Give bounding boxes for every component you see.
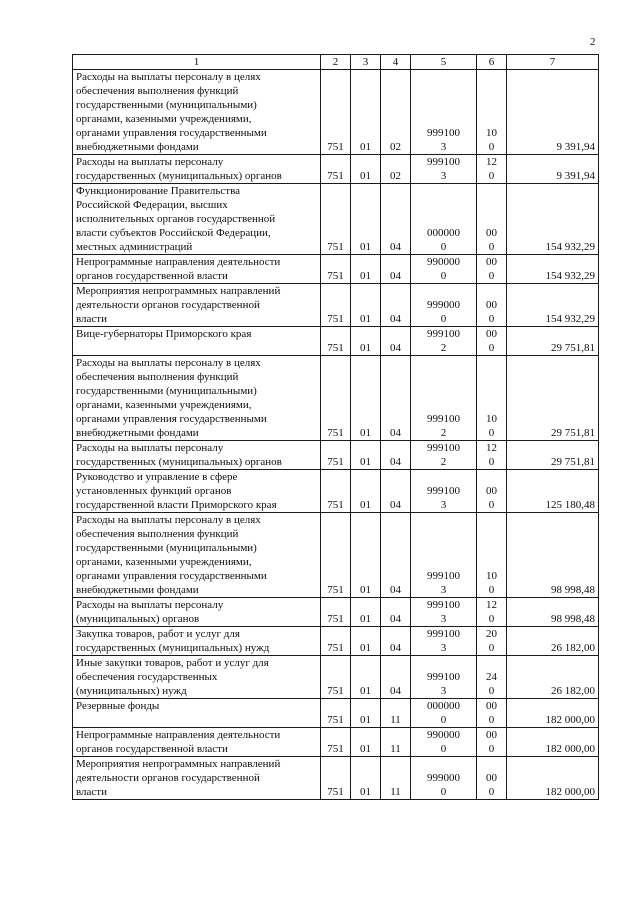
code-cell-c3: 01 bbox=[351, 356, 381, 441]
code-line: 00 bbox=[486, 772, 497, 784]
amount-cell: 98 998,48 bbox=[507, 598, 599, 627]
code-cell-c6 bbox=[477, 284, 507, 327]
code-cell-c4: 04 bbox=[381, 441, 411, 470]
table-row bbox=[73, 627, 599, 656]
code-cell-c2: 751 bbox=[321, 284, 351, 327]
code-line: 00 bbox=[486, 700, 497, 712]
code-line: 3 bbox=[440, 642, 447, 654]
code-cell-c2: 751 bbox=[321, 155, 351, 184]
code-cell-c3: 01 bbox=[351, 155, 381, 184]
code-cell-c4: 04 bbox=[381, 470, 411, 513]
code-line: 12 bbox=[486, 442, 497, 454]
row-name-line: Вице-губернаторы Приморского края bbox=[76, 328, 252, 340]
code-line: 3 bbox=[440, 584, 447, 596]
row-name-cell bbox=[73, 470, 321, 513]
code-line: 0 bbox=[488, 613, 495, 625]
code-cell-c5 bbox=[411, 327, 477, 356]
code-cell-c3: 01 bbox=[351, 627, 381, 656]
row-name-line: Расходы на выплаты персоналу bbox=[76, 599, 224, 611]
code-cell-c2: 751 bbox=[321, 184, 351, 255]
row-name-line: власти bbox=[76, 786, 107, 798]
code-cell-c5 bbox=[411, 284, 477, 327]
code-line: 990000 bbox=[427, 256, 460, 268]
code-line: 0 bbox=[440, 743, 447, 755]
row-name-line: органами управления государственными bbox=[76, 127, 267, 139]
code-line: 999100 bbox=[427, 127, 460, 139]
code-line: 0 bbox=[440, 241, 447, 253]
code-line: 0 bbox=[488, 685, 495, 697]
row-name-line: местных администраций bbox=[76, 241, 193, 253]
code-cell-c5 bbox=[411, 255, 477, 284]
header-cell: 2 bbox=[321, 55, 351, 70]
code-line: 0 bbox=[488, 241, 495, 253]
code-line: 0 bbox=[488, 456, 495, 468]
code-cell-c2: 751 bbox=[321, 598, 351, 627]
amount-cell: 182 000,00 bbox=[507, 699, 599, 728]
code-line: 2 bbox=[440, 456, 447, 468]
code-line: 10 bbox=[486, 127, 497, 139]
code-line: 0 bbox=[488, 499, 495, 511]
row-name-cell bbox=[73, 356, 321, 441]
code-line: 999000 bbox=[427, 772, 460, 784]
code-cell-c4: 11 bbox=[381, 728, 411, 757]
row-name-cell bbox=[73, 627, 321, 656]
header-cell: 1 bbox=[73, 55, 321, 70]
code-line: 000000 bbox=[427, 227, 460, 239]
code-line: 0 bbox=[488, 313, 495, 325]
row-name-line: Функционирование Правительства bbox=[76, 185, 241, 197]
row-name-line: (муниципальных) нужд bbox=[76, 685, 187, 697]
page-number: 2 bbox=[590, 36, 596, 48]
code-cell-c6 bbox=[477, 627, 507, 656]
amount-cell: 154 932,29 bbox=[507, 184, 599, 255]
row-name-line: государственных (муниципальных) органов bbox=[76, 456, 282, 468]
code-line: 10 bbox=[486, 413, 497, 425]
amount-cell: 29 751,81 bbox=[507, 356, 599, 441]
code-line: 999100 bbox=[427, 599, 460, 611]
code-cell-c4: 04 bbox=[381, 327, 411, 356]
code-line: 999100 bbox=[427, 485, 460, 497]
amount-cell: 29 751,81 bbox=[507, 327, 599, 356]
amount-cell: 154 932,29 bbox=[507, 255, 599, 284]
row-name-line: государственных (муниципальных) нужд bbox=[76, 642, 270, 654]
row-name-line: Расходы на выплаты персоналу в целях bbox=[76, 514, 261, 526]
amount-cell: 9 391,94 bbox=[507, 155, 599, 184]
code-cell-c5 bbox=[411, 155, 477, 184]
code-cell-c6 bbox=[477, 184, 507, 255]
row-name-line: обеспечения выполнения функций bbox=[76, 528, 239, 540]
code-line: 10 bbox=[486, 570, 497, 582]
code-cell-c3: 01 bbox=[351, 757, 381, 800]
code-cell-c4: 11 bbox=[381, 699, 411, 728]
code-line: 0 bbox=[440, 786, 447, 798]
row-name-line: государственными (муниципальными) bbox=[76, 99, 257, 111]
amount-cell: 182 000,00 bbox=[507, 757, 599, 800]
code-cell-c5 bbox=[411, 728, 477, 757]
code-cell-c4: 11 bbox=[381, 757, 411, 800]
row-name-cell bbox=[73, 728, 321, 757]
table-row bbox=[73, 155, 599, 184]
code-cell-c2: 751 bbox=[321, 327, 351, 356]
row-name-cell bbox=[73, 184, 321, 255]
code-cell-c5 bbox=[411, 757, 477, 800]
row-name-line: органами, казенными учреждениями, bbox=[76, 556, 252, 568]
code-cell-c6 bbox=[477, 327, 507, 356]
row-name-line: обеспечения выполнения функций bbox=[76, 85, 239, 97]
row-name-line: Расходы на выплаты персоналу bbox=[76, 156, 224, 168]
code-line: 2 bbox=[440, 427, 447, 439]
code-cell-c5 bbox=[411, 598, 477, 627]
header-cell: 5 bbox=[411, 55, 477, 70]
code-line: 20 bbox=[486, 628, 497, 640]
code-line: 999100 bbox=[427, 628, 460, 640]
code-cell-c5 bbox=[411, 184, 477, 255]
code-cell-c2: 751 bbox=[321, 255, 351, 284]
row-name-line bbox=[76, 713, 317, 727]
row-name-line: органами, казенными учреждениями, bbox=[76, 399, 252, 411]
code-cell-c5 bbox=[411, 699, 477, 728]
row-name-line: государственных (муниципальных) органов bbox=[76, 170, 282, 182]
code-line: 00 bbox=[486, 299, 497, 311]
code-line: 0 bbox=[488, 170, 495, 182]
code-line: 999000 bbox=[427, 299, 460, 311]
code-cell-c6 bbox=[477, 70, 507, 155]
row-name-line: Расходы на выплаты персоналу в целях bbox=[76, 71, 261, 83]
code-cell-c6 bbox=[477, 470, 507, 513]
row-name-line: государственными (муниципальными) bbox=[76, 385, 257, 397]
row-name-cell bbox=[73, 699, 321, 728]
code-line: 999100 bbox=[427, 570, 460, 582]
code-line: 3 bbox=[440, 170, 447, 182]
row-name-line: Расходы на выплаты персоналу bbox=[76, 442, 224, 454]
row-name-line: Иные закупки товаров, работ и услуг для bbox=[76, 657, 269, 669]
row-name-line: органами, казенными учреждениями, bbox=[76, 113, 252, 125]
code-line: 0 bbox=[488, 141, 495, 153]
code-cell-c6 bbox=[477, 656, 507, 699]
row-name-line: государственными (муниципальными) bbox=[76, 542, 257, 554]
amount-cell: 182 000,00 bbox=[507, 728, 599, 757]
code-cell-c5 bbox=[411, 513, 477, 598]
row-name-line: Российской Федерации, высших bbox=[76, 199, 228, 211]
code-cell-c2: 751 bbox=[321, 627, 351, 656]
row-name-cell bbox=[73, 757, 321, 800]
code-cell-c6 bbox=[477, 513, 507, 598]
code-line: 2 bbox=[440, 342, 447, 354]
code-line: 3 bbox=[440, 613, 447, 625]
code-line: 3 bbox=[440, 141, 447, 153]
table-row bbox=[73, 255, 599, 284]
row-name-line: исполнительных органов государственной bbox=[76, 213, 276, 225]
row-name-cell bbox=[73, 441, 321, 470]
code-cell-c3: 01 bbox=[351, 284, 381, 327]
row-name-line: обеспечения выполнения функций bbox=[76, 371, 239, 383]
code-cell-c6 bbox=[477, 155, 507, 184]
row-name-line: органами управления государственными bbox=[76, 570, 267, 582]
amount-cell: 125 180,48 bbox=[507, 470, 599, 513]
code-cell-c3: 01 bbox=[351, 70, 381, 155]
code-line: 0 bbox=[488, 342, 495, 354]
row-name-line: органов государственной власти bbox=[76, 270, 228, 282]
code-cell-c4: 04 bbox=[381, 356, 411, 441]
code-cell-c4: 04 bbox=[381, 184, 411, 255]
code-cell-c2: 751 bbox=[321, 513, 351, 598]
code-line: 12 bbox=[486, 599, 497, 611]
amount-cell: 98 998,48 bbox=[507, 513, 599, 598]
row-name-line: Мероприятия непрограммных направлений bbox=[76, 758, 281, 770]
code-cell-c3: 01 bbox=[351, 327, 381, 356]
code-cell-c3: 01 bbox=[351, 441, 381, 470]
row-name-cell bbox=[73, 255, 321, 284]
header-cell: 6 bbox=[477, 55, 507, 70]
table-row bbox=[73, 356, 599, 441]
code-line: 00 bbox=[486, 328, 497, 340]
code-cell-c4: 02 bbox=[381, 155, 411, 184]
amount-cell: 9 391,94 bbox=[507, 70, 599, 155]
table-row bbox=[73, 699, 599, 728]
code-cell-c4: 04 bbox=[381, 255, 411, 284]
code-line: 0 bbox=[488, 714, 495, 726]
table-row bbox=[73, 513, 599, 598]
code-cell-c4: 04 bbox=[381, 656, 411, 699]
code-cell-c4: 04 bbox=[381, 284, 411, 327]
row-name-cell bbox=[73, 656, 321, 699]
code-line: 999100 bbox=[427, 671, 460, 683]
code-line: 0 bbox=[488, 743, 495, 755]
code-cell-c4: 02 bbox=[381, 70, 411, 155]
header-cell: 4 bbox=[381, 55, 411, 70]
code-line: 00 bbox=[486, 485, 497, 497]
code-cell-c5 bbox=[411, 70, 477, 155]
code-line: 999100 bbox=[427, 413, 460, 425]
row-name-cell bbox=[73, 327, 321, 356]
code-line: 00 bbox=[486, 227, 497, 239]
code-cell-c3: 01 bbox=[351, 598, 381, 627]
code-cell-c3: 01 bbox=[351, 728, 381, 757]
code-cell-c4: 04 bbox=[381, 598, 411, 627]
code-cell-c2: 751 bbox=[321, 70, 351, 155]
row-name-line: Непрограммные направления деятельности bbox=[76, 256, 281, 268]
row-name-cell bbox=[73, 155, 321, 184]
table-row bbox=[73, 327, 599, 356]
header-cell: 7 bbox=[507, 55, 599, 70]
table-row bbox=[73, 284, 599, 327]
row-name-cell bbox=[73, 598, 321, 627]
code-line: 000000 bbox=[427, 700, 460, 712]
table-row bbox=[73, 184, 599, 255]
code-cell-c6 bbox=[477, 441, 507, 470]
row-name-line: внебюджетными фондами bbox=[76, 584, 199, 596]
code-cell-c5 bbox=[411, 627, 477, 656]
row-name-line: деятельности органов государственной bbox=[76, 299, 260, 311]
code-cell-c4: 04 bbox=[381, 513, 411, 598]
code-cell-c3: 01 bbox=[351, 513, 381, 598]
code-line: 0 bbox=[488, 270, 495, 282]
code-cell-c2: 751 bbox=[321, 728, 351, 757]
row-name-line: Резервные фонды bbox=[76, 700, 160, 712]
code-line: 3 bbox=[440, 685, 447, 697]
row-name-line: деятельности органов государственной bbox=[76, 772, 260, 784]
row-name-cell bbox=[73, 513, 321, 598]
row-name-cell bbox=[73, 284, 321, 327]
row-name-line: Закупка товаров, работ и услуг для bbox=[76, 628, 240, 640]
row-name-line: власти bbox=[76, 313, 107, 325]
amount-cell: 26 182,00 bbox=[507, 627, 599, 656]
budget-table bbox=[72, 54, 599, 800]
code-line: 0 bbox=[488, 584, 495, 596]
row-name-line: органов государственной власти bbox=[76, 743, 228, 755]
code-cell-c3: 01 bbox=[351, 255, 381, 284]
code-line: 0 bbox=[488, 642, 495, 654]
row-name-line: Руководство и управление в сфере bbox=[76, 471, 238, 483]
amount-cell: 29 751,81 bbox=[507, 441, 599, 470]
code-cell-c2: 751 bbox=[321, 656, 351, 699]
row-name-line: (муниципальных) органов bbox=[76, 613, 200, 625]
amount-cell: 154 932,29 bbox=[507, 284, 599, 327]
code-line: 24 bbox=[486, 671, 497, 683]
table-row bbox=[73, 728, 599, 757]
code-cell-c6 bbox=[477, 757, 507, 800]
amount-cell: 26 182,00 bbox=[507, 656, 599, 699]
row-name-line: Мероприятия непрограммных направлений bbox=[76, 285, 281, 297]
code-cell-c2: 751 bbox=[321, 757, 351, 800]
table-row bbox=[73, 757, 599, 800]
code-cell-c3: 01 bbox=[351, 699, 381, 728]
code-cell-c2: 751 bbox=[321, 699, 351, 728]
code-cell-c2: 751 bbox=[321, 470, 351, 513]
code-line: 0 bbox=[488, 427, 495, 439]
code-cell-c3: 01 bbox=[351, 470, 381, 513]
code-line: 3 bbox=[440, 499, 447, 511]
code-cell-c6 bbox=[477, 699, 507, 728]
row-name-line: органами управления государственными bbox=[76, 413, 267, 425]
row-name-line: обеспечения государственных bbox=[76, 671, 218, 683]
code-cell-c4: 04 bbox=[381, 627, 411, 656]
code-line: 999100 bbox=[427, 442, 460, 454]
code-cell-c5 bbox=[411, 470, 477, 513]
row-name-line: внебюджетными фондами bbox=[76, 141, 199, 153]
code-line: 00 bbox=[486, 256, 497, 268]
table-row bbox=[73, 470, 599, 513]
table-row bbox=[73, 70, 599, 155]
code-line: 990000 bbox=[427, 729, 460, 741]
row-name-line: Непрограммные направления деятельности bbox=[76, 729, 281, 741]
row-name-line: государственной власти Приморского края bbox=[76, 499, 277, 511]
row-name-line: внебюджетными фондами bbox=[76, 427, 199, 439]
code-cell-c3: 01 bbox=[351, 184, 381, 255]
code-cell-c6 bbox=[477, 356, 507, 441]
code-cell-c3: 01 bbox=[351, 656, 381, 699]
code-line: 00 bbox=[486, 729, 497, 741]
code-cell-c5 bbox=[411, 356, 477, 441]
header-cell: 3 bbox=[351, 55, 381, 70]
code-cell-c6 bbox=[477, 728, 507, 757]
code-line: 0 bbox=[440, 313, 447, 325]
table-row bbox=[73, 656, 599, 699]
row-name-cell bbox=[73, 70, 321, 155]
row-name-line bbox=[76, 341, 317, 355]
code-line: 0 bbox=[440, 714, 447, 726]
code-cell-c2: 751 bbox=[321, 356, 351, 441]
code-cell-c6 bbox=[477, 598, 507, 627]
code-line: 999100 bbox=[427, 156, 460, 168]
code-line: 999100 bbox=[427, 328, 460, 340]
row-name-line: Расходы на выплаты персоналу в целях bbox=[76, 357, 261, 369]
row-name-line: установленных функций органов bbox=[76, 485, 232, 497]
code-cell-c5 bbox=[411, 441, 477, 470]
code-line: 0 bbox=[440, 270, 447, 282]
table-row bbox=[73, 598, 599, 627]
code-line: 0 bbox=[488, 786, 495, 798]
code-cell-c2: 751 bbox=[321, 441, 351, 470]
table-row bbox=[73, 441, 599, 470]
code-cell-c5 bbox=[411, 656, 477, 699]
code-cell-c6 bbox=[477, 255, 507, 284]
code-line: 12 bbox=[486, 156, 497, 168]
row-name-line: власти субъектов Российской Федерации, bbox=[76, 227, 271, 239]
table-header-row bbox=[73, 55, 599, 70]
